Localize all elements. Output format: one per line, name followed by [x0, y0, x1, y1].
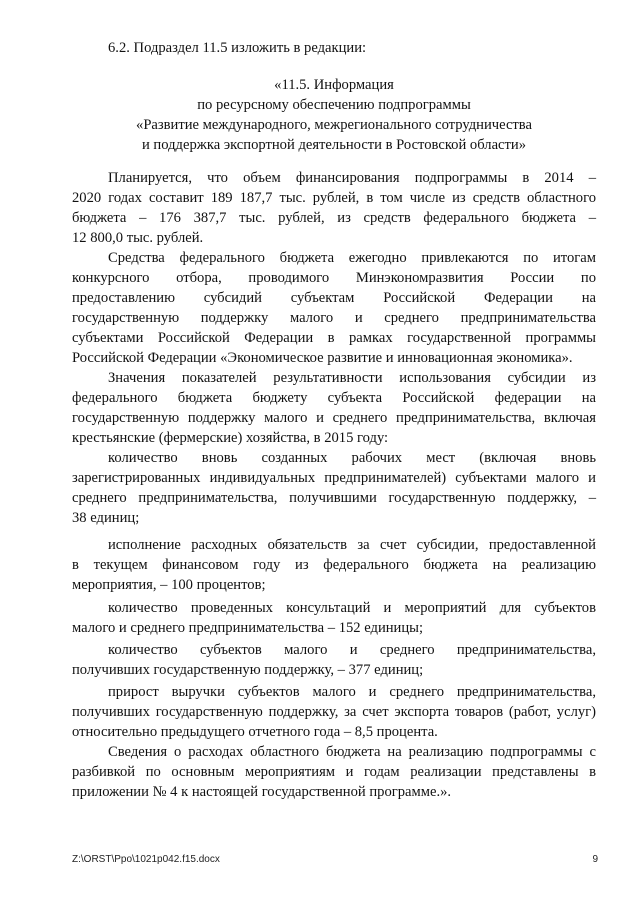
page-number: 9: [592, 854, 598, 865]
section-heading-line: по ресурсному обеспечению подпрограммы: [197, 97, 471, 113]
paragraph-line: бюджета – 176 387,7 тыс. рублей, из средств федерального бюджета –: [72, 210, 596, 226]
paragraph-line: конкурсного отбора, проводимого Минэкономразвития России по: [72, 270, 596, 286]
paragraph-line: разбивкой по основным мероприятиям и годам реализации представлены в: [72, 764, 596, 780]
paragraph-line: количество проведенных консультаций и мероприятий для субъектов: [108, 600, 596, 616]
footer-file-path: Z:\ORST\Ppo\1021p042.f15.docx: [72, 854, 220, 865]
paragraph-line: Значения показателей результативности использования субсидии из: [108, 370, 596, 386]
paragraph-line: мероприятия, – 100 процентов;: [72, 577, 266, 593]
paragraph-line: предоставлению субсидий субъектам Российской Федерации на: [72, 290, 596, 306]
section-heading-line: и поддержка экспортной деятельности в Ростовской области»: [141, 137, 527, 153]
intro-line: 6.2. Подраздел 11.5 изложить в редакции:: [108, 40, 367, 56]
paragraph-line: субъектами Российской Федерации в рамках государственной программы: [72, 330, 596, 346]
paragraph-line: количество вновь созданных рабочих мест (включая вновь: [108, 450, 596, 466]
paragraph-line: государственную поддержку малого и среднего предпринимательства, включая: [72, 410, 596, 426]
paragraph-line: прирост выручки субъектов малого и среднего предпринимательства,: [108, 684, 596, 700]
paragraph-line: 2020 годах составит 189 187,7 тыс. рублей, в том числе из средств областного: [72, 190, 596, 206]
paragraph-line: Планируется, что объем финансирования подпрограммы в 2014 –: [108, 170, 596, 186]
paragraph-line: государственную поддержку малого и среднего предпринимательства: [72, 310, 596, 326]
paragraph-line: исполнение расходных обязательств за счет субсидии, предоставленной: [108, 537, 596, 553]
paragraph-line: Российской Федерации «Экономическое развитие и инновационная экономика».: [72, 350, 573, 366]
section-heading-line: «Развитие международного, межрегионального сотрудничества: [136, 117, 532, 133]
paragraph-line: зарегистрированных индивидуальных предпринимателей) субъектами малого и: [72, 470, 596, 486]
paragraph-line: приложении № 4 к настоящей государственной программе.».: [72, 784, 452, 800]
paragraph-line: в текущем финансовом году из федерального бюджета на реализацию: [72, 557, 596, 573]
paragraph-line: 38 единиц;: [72, 510, 140, 526]
paragraph-line: среднего предпринимательства, получившими государственную поддержку, –: [72, 490, 596, 506]
paragraph-line: Средства федерального бюджета ежегодно привлекаются по итогам: [108, 250, 596, 266]
paragraph-line: малого и среднего предпринимательства – 152 единицы;: [72, 620, 424, 636]
paragraph-line: крестьянские (фермерские) хозяйства, в 2015 году:: [72, 430, 389, 446]
paragraph-line: относительно предыдущего отчетного года – 8,5 процента.: [72, 724, 438, 740]
paragraph-line: получивших государственную поддержку, – 377 единиц;: [72, 662, 424, 678]
paragraph-line: Сведения о расходах областного бюджета на реализацию подпрограммы с: [108, 744, 596, 760]
paragraph-line: 12 800,0 тыс. рублей.: [72, 230, 204, 246]
paragraph-line: количество субъектов малого и среднего предпринимательства,: [108, 642, 596, 658]
paragraph-line: получивших государственную поддержку, за счет экспорта товаров (работ, услуг): [72, 704, 596, 720]
section-heading-line: «11.5. Информация: [274, 77, 394, 93]
paragraph-line: федерального бюджета бюджету субъекта Российской федерации на: [72, 390, 596, 406]
